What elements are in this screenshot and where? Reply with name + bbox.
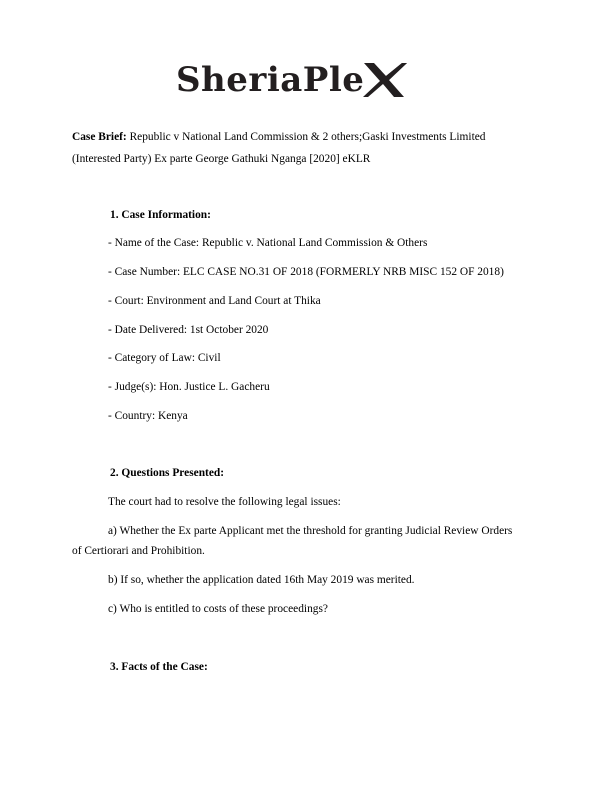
logo-x-mark-icon bbox=[362, 61, 408, 99]
case-info-item: - Judge(s): Hon. Justice L. Gacheru bbox=[108, 381, 270, 393]
question-b: b) If so, whether the application dated 16th May 2019 was merited. bbox=[108, 574, 415, 586]
case-brief-line1 bbox=[72, 130, 486, 144]
sheriaplex-logo bbox=[176, 58, 408, 102]
case-info-item: - Country: Kenya bbox=[108, 410, 188, 422]
question-a-line2: of Certiorari and Prohibition. bbox=[72, 545, 205, 557]
questions-intro: The court had to resolve the following legal issues: bbox=[108, 496, 341, 508]
question-c: c) Who is entitled to costs of these proceedings? bbox=[108, 603, 328, 615]
case-brief-title-part1: Republic v National Land Commission & 2 others;Gaski Investments Limited bbox=[129, 131, 486, 143]
section3-heading: 3. Facts of the Case: bbox=[110, 661, 208, 673]
case-info-item: - Case Number: ELC CASE NO.31 OF 2018 (FORMERLY NRB MISC 152 OF 2018) bbox=[108, 266, 504, 278]
question-a-line1: a) Whether the Ex parte Applicant met the threshold for granting Judicial Review Orders bbox=[108, 525, 513, 537]
case-info-item: - Court: Environment and Land Court at Thika bbox=[108, 295, 321, 307]
logo-wordmark: SheriaPle bbox=[176, 60, 365, 100]
case-info-item: - Name of the Case: Republic v. National Land Commission & Others bbox=[108, 237, 428, 249]
case-brief-label: Case Brief: bbox=[72, 131, 127, 143]
section2-heading: 2. Questions Presented: bbox=[110, 467, 225, 479]
case-brief-line2: (Interested Party) Ex parte George Gathuki Nganga [2020] eKLR bbox=[72, 153, 371, 165]
section1-heading: 1. Case Information: bbox=[110, 209, 211, 221]
case-info-item: - Category of Law: Civil bbox=[108, 352, 221, 364]
case-info-item: - Date Delivered: 1st October 2020 bbox=[108, 324, 269, 336]
